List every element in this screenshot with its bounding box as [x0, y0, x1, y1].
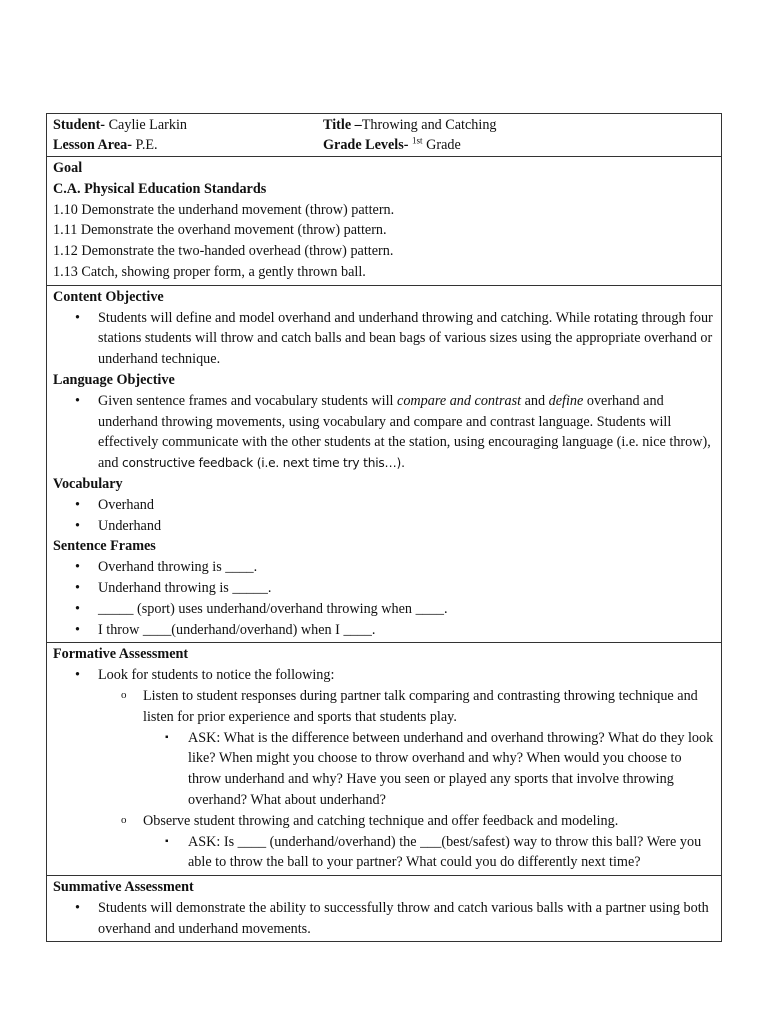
vocabulary-list	[53, 495, 715, 537]
student-label: Student-	[53, 117, 106, 133]
goal-heading: Goal	[53, 160, 83, 176]
content-objective-text: • Students will define and model overhand and underhand throwing and catching. While rotating through four stations students will throw and catch balls and bean bags of various sizes using the appropriate overhand or underhand technique.	[53, 308, 715, 370]
lang-part1: Given sentence frames and vocabulary students will	[98, 392, 398, 409]
grade-label: Grade Levels-	[323, 137, 409, 153]
lang-part2: and	[521, 392, 549, 409]
standard-item: 1.12 Demonstrate the two-handed overhead (throw) pattern.	[53, 243, 394, 260]
standard-item: 1.13 Catch, showing proper form, a gently thrown ball.	[53, 263, 366, 280]
lang-part3: overhand and underhand throwing movements, using vocabulary and compare and contrast language. Students will effectively communicate with the other students at the station, using encouraging language (i.e. nice throw), and	[98, 392, 711, 472]
lesson-area-value: P.E.	[131, 137, 158, 153]
lang-italic2: define	[548, 392, 584, 409]
vocabulary-item: • Overhand	[53, 495, 715, 516]
language-objective-text	[53, 391, 715, 474]
formative-heading: Formative Assessment	[53, 646, 189, 663]
standards-heading: C.A. Physical Education Standards	[53, 180, 267, 197]
sentence-frame-item: • Underhand throwing is _____.	[53, 578, 715, 599]
lesson-area-label: Lesson Area-	[53, 137, 132, 153]
student-value: Caylie Larkin	[105, 117, 187, 133]
title-cell	[323, 115, 715, 135]
header-row-1	[53, 115, 715, 135]
vocabulary-item: • Underhand	[53, 516, 715, 537]
grade-sup: 1st	[412, 135, 423, 146]
formative-bullet: • Look for students to notice the following:	[53, 665, 715, 686]
language-objective-list	[53, 391, 715, 474]
formative-sub-item-2: o Observe student throwing and catching technique and offer feedback and modeling.	[53, 811, 715, 832]
student-cell	[53, 115, 323, 135]
goal-section	[47, 157, 721, 286]
sentence-frame-item: • Overhand throwing is ____.	[53, 557, 715, 578]
language-objective-heading: Language Objective	[53, 371, 175, 388]
header-section	[47, 114, 721, 157]
summative-list	[53, 898, 715, 940]
vocabulary-heading: Vocabulary	[53, 475, 123, 492]
lang-italic1: compare and contrast	[397, 392, 522, 409]
grade-value: Grade	[422, 137, 461, 153]
formative-sub-item-1: o Listen to student responses during partner talk comparing and contrasting throwing technique and listen for prior experience and sports that students play.	[53, 686, 715, 728]
lang-part4: constructive feedback (i.e. next time try this…).	[122, 456, 405, 471]
standard-item: 1.11 Demonstrate the overhand movement (throw) pattern.	[53, 222, 387, 239]
formative-ask-1: ▪ ASK: What is the difference between underhand and overhand throwing? What do they look like? When might you choose to throw overhand and why? When would you choose to throw underhand and why? Have you seen or played any sports that involve throwing overhand? What about underhand?	[53, 728, 715, 811]
summative-section	[47, 876, 721, 941]
lesson-plan-table	[46, 113, 722, 942]
formative-list	[53, 665, 715, 873]
lesson-area-cell	[53, 135, 323, 155]
sentence-frames-list	[53, 557, 715, 640]
title-label: Title –	[323, 117, 362, 133]
summative-heading: Summative Assessment	[53, 879, 194, 896]
objectives-section	[47, 286, 721, 644]
sentence-frame-item: • I throw ____(underhand/overhand) when I ____.	[53, 620, 715, 641]
content-objective-list	[53, 308, 715, 370]
header-row-2	[53, 135, 715, 155]
formative-ask-2: ▪ ASK: Is ____ (underhand/overhand) the ___(best/safest) way to throw this ball? Were you able to throw the ball to your partner? What could you do differently next time?	[53, 832, 715, 874]
title-value: Throwing and Catching	[361, 117, 497, 133]
sentence-frames-heading: Sentence Frames	[53, 538, 156, 555]
standard-item: 1.10 Demonstrate the underhand movement (throw) pattern.	[53, 201, 395, 218]
grade-cell	[323, 135, 715, 155]
content-objective-heading: Content Objective	[53, 288, 164, 305]
summative-text: • Students will demonstrate the ability to successfully throw and catch various balls with a partner using both overhand and underhand movements.	[53, 898, 715, 940]
sentence-frame-item: • _____ (sport) uses underhand/overhand throwing when ____.	[53, 599, 715, 620]
formative-section	[47, 643, 721, 876]
